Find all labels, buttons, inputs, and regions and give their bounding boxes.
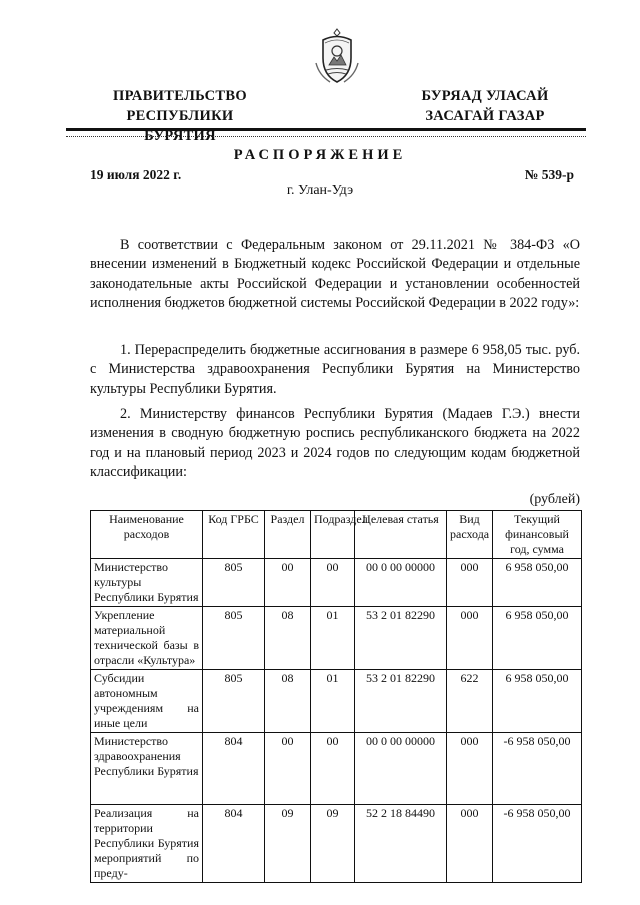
table-unit-label: (рублей) <box>529 492 580 507</box>
cell-grbs: 805 <box>203 607 265 670</box>
cell-target: 53 2 01 82290 <box>355 670 447 733</box>
header-divider-solid <box>66 128 586 131</box>
header-kind: Вид расхода <box>447 511 493 559</box>
item-2-paragraph: 2. Министерству финансов Республики Бурятия (Мадаев Г.Э.) внести изменения в сводную бюджетную роспись республиканского бюджета на 2022 год и на плановый период 2023 и 2024 годов по следующим кодам бюджетной классификации: <box>90 406 580 481</box>
cell-subsection: 01 <box>311 607 355 670</box>
cell-name: Министерство здравоохранения Республики Бурятия <box>91 733 203 805</box>
cell-amount: 6 958 050,00 <box>493 559 582 607</box>
header-right-line2: ЗАСАГАЙ ГАЗАР <box>425 108 545 124</box>
cell-target: 00 0 00 00000 <box>355 559 447 607</box>
cell-section: 08 <box>265 670 311 733</box>
header-subsection: Подраздел <box>311 511 355 559</box>
cell-name: Министерство культуры Республики Бурятия <box>91 559 203 607</box>
cell-kind: 000 <box>447 805 493 883</box>
cell-amount: -6 958 050,00 <box>493 805 582 883</box>
header-grbs: Код ГРБС <box>203 511 265 559</box>
cell-kind: 000 <box>447 607 493 670</box>
document-number: № 539-р <box>524 167 574 182</box>
cell-amount: 6 958 050,00 <box>493 607 582 670</box>
cell-kind: 622 <box>447 670 493 733</box>
header-amount: Текущий финансовый год, сумма <box>493 511 582 559</box>
header-name: Наименование расходов <box>91 511 203 559</box>
header-section: Раздел <box>265 511 311 559</box>
cell-name: Реализация на территории Республики Бурятия мероприятий по преду- <box>91 805 203 883</box>
document-title: РАСПОРЯЖЕНИЕ <box>233 147 407 163</box>
cell-name: Укрепление материальной технической базы в отрасли «Культура» <box>91 607 203 670</box>
header-left-line1: ПРАВИТЕЛЬСТВО <box>113 88 247 104</box>
cell-grbs: 805 <box>203 559 265 607</box>
cell-target: 52 2 18 84490 <box>355 805 447 883</box>
cell-amount: 6 958 050,00 <box>493 670 582 733</box>
cell-amount: -6 958 050,00 <box>493 733 582 805</box>
table-row <box>91 733 582 805</box>
government-name-buryat <box>410 86 560 126</box>
table-row <box>91 805 582 883</box>
cell-section: 09 <box>265 805 311 883</box>
cell-subsection: 01 <box>311 670 355 733</box>
cell-kind: 000 <box>447 559 493 607</box>
table-header-row <box>91 511 582 559</box>
header-left-line2: РЕСПУБЛИКИ БУРЯТИЯ <box>126 108 234 144</box>
cell-target: 00 0 00 00000 <box>355 733 447 805</box>
cell-grbs: 804 <box>203 805 265 883</box>
cell-name: Субсидии автономным учреждениям на иные цели <box>91 670 203 733</box>
document-date: 19 июля 2022 г. <box>90 167 182 182</box>
cell-grbs: 805 <box>203 670 265 733</box>
cell-subsection: 00 <box>311 559 355 607</box>
item-1-paragraph: 1. Перераспределить бюджетные ассигнования в размере 6 958,05 тыс. руб. с Министерства здравоохранения Республики Бурятия на Министерство культуры Республики Бурятия. <box>90 342 580 397</box>
government-name-russian <box>90 86 270 146</box>
document-city: г. Улан-Удэ <box>286 183 354 198</box>
cell-subsection: 09 <box>311 805 355 883</box>
cell-kind: 000 <box>447 733 493 805</box>
cell-subsection: 00 <box>311 733 355 805</box>
table-row <box>91 559 582 607</box>
table-row <box>91 607 582 670</box>
header-target: Целевая статья <box>355 511 447 559</box>
budget-table <box>90 510 582 883</box>
cell-section: 08 <box>265 607 311 670</box>
cell-grbs: 804 <box>203 733 265 805</box>
cell-target: 53 2 01 82290 <box>355 607 447 670</box>
header-right-line1: БУРЯАД УЛАСАЙ <box>421 88 549 104</box>
header-divider-dotted <box>66 136 586 137</box>
table-row <box>91 670 582 733</box>
cell-section: 00 <box>265 559 311 607</box>
cell-section: 00 <box>265 733 311 805</box>
coat-of-arms-emblem <box>314 27 360 87</box>
preamble-paragraph: В соответствии с Федеральным законом от 29.11.2021 № 384-ФЗ «О внесении изменений в Бюджетный кодекс Российской Федерации и отдельные законодательные акты Российской Федерации и установлении особенностей исполнения бюджетов бюджетной системы Российской Федерации в 2022 году»: <box>90 237 580 312</box>
